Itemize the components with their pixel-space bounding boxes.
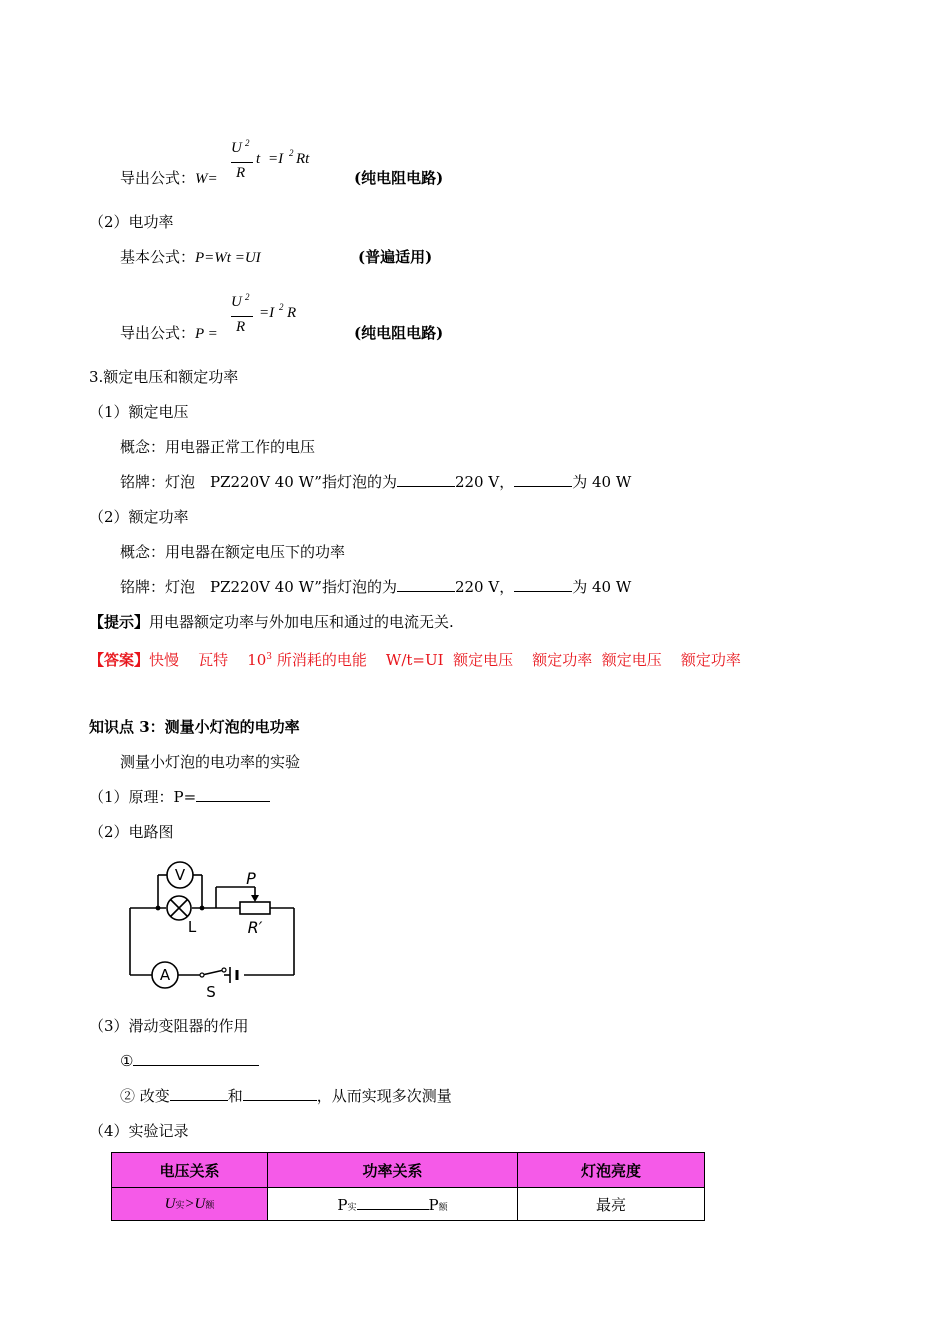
kp3-intro: 测量小灯泡的电功率的实验: [120, 753, 301, 771]
tip: 【提示】用电器额定功率与外加电压和通过的电流无关.: [89, 613, 454, 631]
kp3-record-heading: （4）实验记录: [89, 1122, 189, 1140]
kp3-circuit-heading: （2）电路图: [89, 823, 174, 841]
table-header-row: [112, 1153, 705, 1188]
cell-power-relation: P实 P额: [268, 1188, 518, 1221]
rated-voltage-concept: 概念：用电器正常工作的电压: [120, 438, 316, 456]
circuit-diagram: [120, 850, 310, 1000]
header-voltage: 电压关系: [112, 1153, 268, 1188]
rated-power-heading: （2）额定功率: [89, 508, 189, 526]
cell-voltage-relation: U实>U额: [112, 1188, 268, 1221]
switch-label: S: [206, 983, 216, 1000]
power-basic-formula: 基本公式：P=Wt =UI: [120, 248, 261, 266]
answer: 【答案】快慢 瓦特 $10^3$ 所消耗的电能 W/t=UI 额定电压 额定功率 额定电压 额定功率: [89, 651, 741, 669]
power-basic-note: (普遍适用): [358, 248, 433, 266]
kp3-principle: （1）原理：P=: [89, 787, 270, 807]
rated-heading: 3.额定电压和额定功率: [89, 368, 239, 386]
rheostat-label: R′: [247, 918, 263, 937]
w-formula-note: (纯电阻电路): [354, 169, 444, 187]
record-table: [111, 1152, 705, 1221]
p-formula-note: (纯电阻电路): [354, 324, 444, 342]
voltmeter-label: V: [174, 866, 186, 884]
kp3-title: 知识点 3：测量小灯泡的电功率: [89, 718, 300, 736]
rated-power-plate: 铭牌：灯泡 PZ220V 40 W”指灯泡的为 220 V， 为 40 W: [120, 578, 632, 596]
header-brightness: 灯泡亮度: [518, 1153, 705, 1188]
kp3-item1: ①: [120, 1051, 259, 1071]
power-heading: （2）电功率: [89, 213, 174, 231]
rated-voltage-plate: 铭牌：灯泡 PZ220V 40 W”指灯泡的为 220 V， 为 40 W: [120, 473, 632, 491]
kp3-rheostat-heading: （3）滑动变阻器的作用: [89, 1017, 249, 1035]
lamp-label: L: [187, 918, 197, 936]
rated-voltage-heading: （1）额定电压: [89, 403, 189, 421]
header-power: 功率关系: [268, 1153, 518, 1188]
p-formula-label: 导出公式：P =: [120, 324, 218, 342]
ammeter-label: A: [159, 966, 171, 984]
rated-power-concept: 概念：用电器在额定电压下的功率: [120, 543, 346, 561]
kp3-item2: ② 改变 和 ，从而实现多次测量: [120, 1087, 452, 1105]
w-formula-label: 导出公式：W=: [120, 169, 218, 187]
table-row: [112, 1188, 705, 1221]
slider-label: P: [246, 869, 256, 888]
cell-brightness: 最亮: [518, 1188, 705, 1221]
